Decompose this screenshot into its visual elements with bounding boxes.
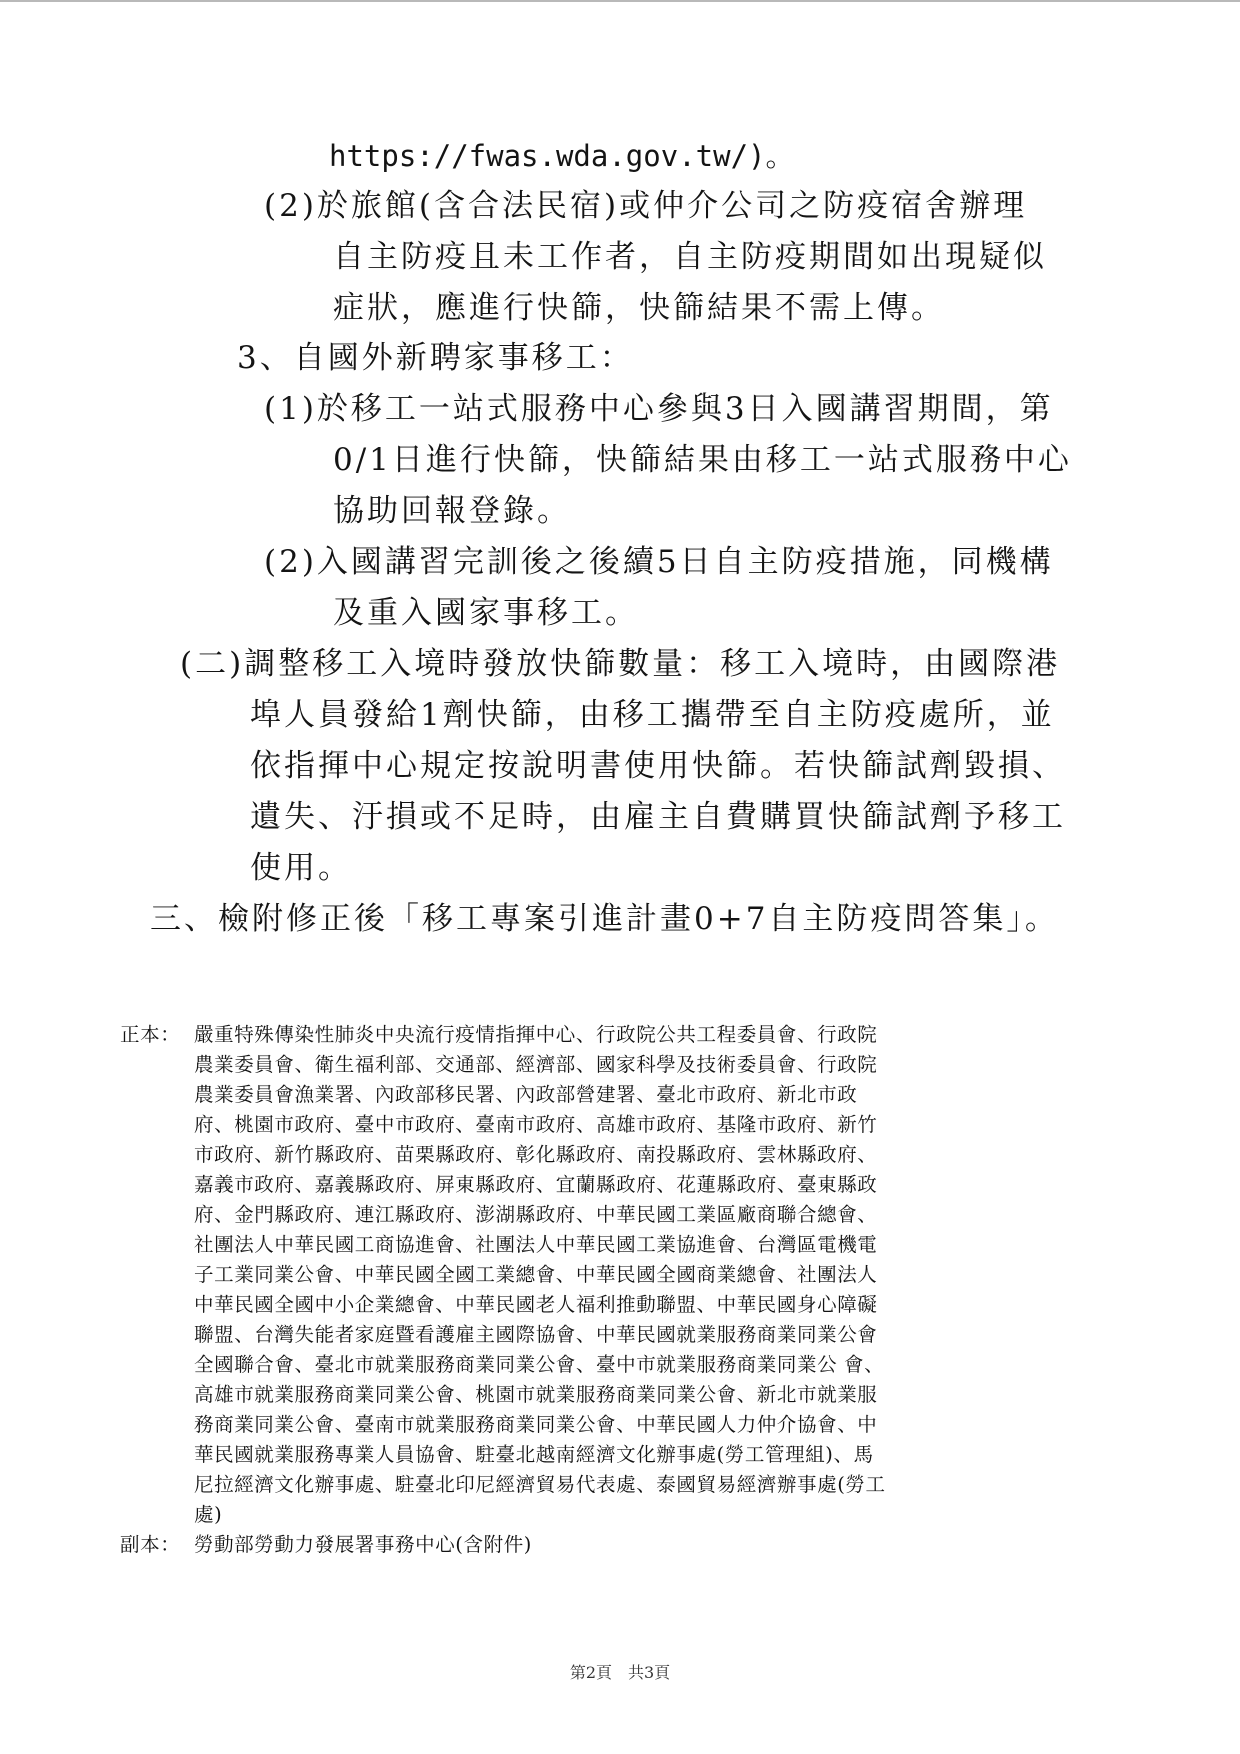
item-2-2-line-1: (2)於旅館(含合法民宿)或仲介公司之防疫宿舍辦理 [264, 188, 1028, 224]
copy-recipients-label: 副本： [120, 1533, 181, 1556]
primary-recipients-line: 社團法人中華民國工商協進會、社團法人中華民國工業協進會、台灣區電機電 [194, 1233, 878, 1256]
primary-recipients-line: 嚴重特殊傳染性肺炎中央流行疫情指揮中心、行政院公共工程委員會、行政院 [194, 1023, 878, 1046]
item-3-2-line-1: (2)入國講習完訓後之後續5日自主防疫措施，同機構 [264, 544, 1054, 580]
primary-recipients-line: 華民國就業服務專業人員協會、駐臺北越南經濟文化辦事處(勞工管理組)、馬 [194, 1443, 874, 1466]
item-3-1-line-2: 0/1日進行快篩，快篩結果由移工一站式服務中心 [333, 442, 1072, 478]
section-three-line: 三、檢附修正後「移工專案引進計畫0+7自主防疫問答集」。 [150, 901, 1059, 937]
primary-recipients-line: 高雄市就業服務商業同業公會、桃園市就業服務商業同業公會、新北市就業服 [194, 1383, 878, 1406]
primary-recipients-line: 處) [194, 1503, 223, 1526]
page-number: 第2頁 共3頁 [569, 1663, 671, 1682]
primary-recipients-line: 中華民國全國中小企業總會、中華民國老人福利推動聯盟、中華民國身心障礙 [194, 1293, 878, 1316]
item-3-1-line-1: (1)於移工一站式服務中心參與3日入國講習期間，第 [264, 391, 1054, 427]
primary-recipients-line: 尼拉經濟文化辦事處、駐臺北印尼經濟貿易代表處、泰國貿易經濟辦事處(勞工 [194, 1473, 886, 1496]
section-two-line-4: 遺失、汙損或不足時，由雇主自費購買快篩試劑予移工 [250, 799, 1066, 835]
item-3-2-line-2: 及重入國家事移工。 [333, 595, 639, 631]
url-continuation-line: https://fwas.wda.gov.tw/)。 [329, 139, 795, 173]
section-two-line-5: 使用。 [250, 850, 352, 886]
primary-recipients-line: 務商業同業公會、臺南市就業服務商業同業公會、中華民國人力仲介協會、中 [194, 1413, 878, 1436]
primary-recipients-line: 子工業同業公會、中華民國全國工業總會、中華民國全國商業總會、社團法人 [194, 1263, 878, 1286]
item-3-heading: 3、自國外新聘家事移工： [237, 340, 634, 376]
top-border [0, 0, 1240, 2]
item-2-2-line-2: 自主防疫且未工作者，自主防疫期間如出現疑似 [333, 239, 1047, 275]
primary-recipients-line: 市政府、新竹縣政府、苗栗縣政府、彰化縣政府、南投縣政府、雲林縣政府、 [194, 1143, 878, 1166]
primary-recipients-line: 農業委員會漁業署、內政部移民署、內政部營建署、臺北市政府、新北市政 [194, 1083, 858, 1106]
primary-recipients-line: 農業委員會、衛生福利部、交通部、經濟部、國家科學及技術委員會、行政院 [194, 1053, 878, 1076]
item-3-1-line-3: 協助回報登錄。 [333, 493, 571, 529]
item-2-2-line-3: 症狀，應進行快篩，快篩結果不需上傳。 [333, 290, 945, 326]
primary-recipients-label: 正本： [120, 1023, 181, 1046]
section-two-line-1: (二)調整移工入境時發放快篩數量：移工入境時，由國際港 [180, 646, 1061, 682]
primary-recipients-line: 全國聯合會、臺北市就業服務商業同業公會、臺中市就業服務商業同業公 會、 [194, 1353, 885, 1376]
primary-recipients-line: 聯盟、台灣失能者家庭暨看護雇主國際協會、中華民國就業服務商業同業公會 [194, 1323, 878, 1346]
primary-recipients-line: 府、金門縣政府、連江縣政府、澎湖縣政府、中華民國工業區廠商聯合總會、 [194, 1203, 878, 1226]
section-two-line-3: 依指揮中心規定按說明書使用快篩。若快篩試劑毀損、 [250, 748, 1066, 784]
section-two-line-2: 埠人員發給1劑快篩，由移工攜帶至自主防疫處所，並 [250, 697, 1055, 733]
primary-recipients-line: 嘉義市政府、嘉義縣政府、屏東縣政府、宜蘭縣政府、花蓮縣政府、臺東縣政 [194, 1173, 878, 1196]
copy-recipients-text: 勞動部勞動力發展署事務中心(含附件) [194, 1533, 533, 1556]
primary-recipients-line: 府、桃園市政府、臺中市政府、臺南市政府、高雄市政府、基隆市政府、新竹 [194, 1113, 878, 1136]
